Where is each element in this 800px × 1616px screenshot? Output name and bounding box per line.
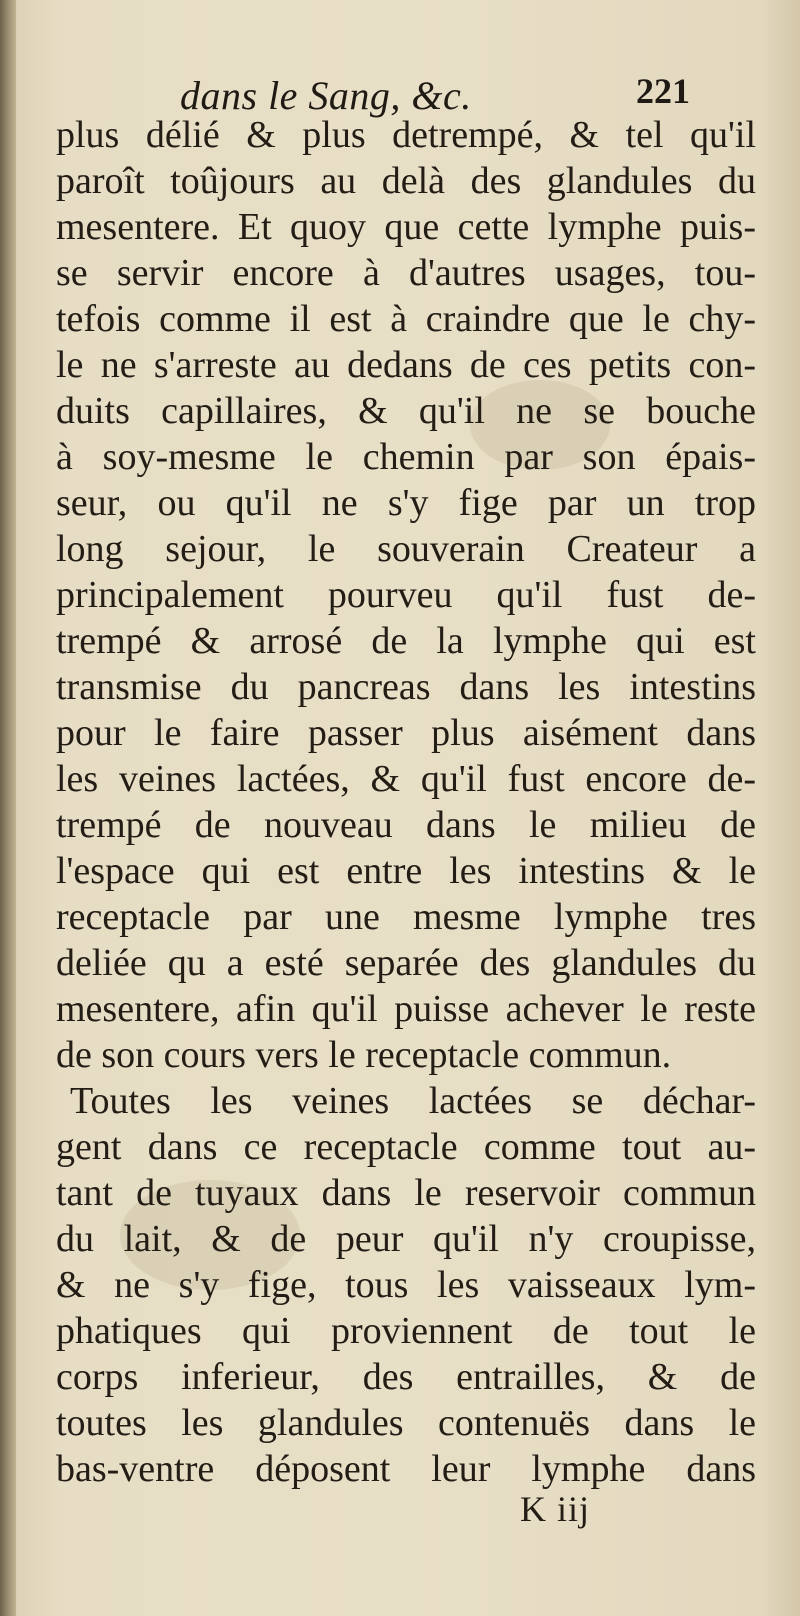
text-line: deliée qu a esté separée des glandules du xyxy=(56,942,756,984)
text-line: du lait, & de peur qu'il n'y croupisse, xyxy=(56,1218,756,1260)
text-line: mesentere, afin qu'il puisse achever le reste xyxy=(56,988,756,1030)
text-line: à soy-mesme le chemin par son épais- xyxy=(56,436,756,478)
text-line: plus délié & plus detrempé, & tel qu'il xyxy=(56,114,756,156)
text-line: & ne s'y fige, tous les vaisseaux lym- xyxy=(56,1264,756,1306)
text-line: trempé de nouveau dans le milieu de xyxy=(56,804,756,846)
text-line: pour le faire passer plus aisément dans xyxy=(56,712,756,754)
page-number: 221 xyxy=(636,71,690,111)
text-line: receptacle par une mesme lymphe tres xyxy=(56,896,756,938)
text-line: transmise du pancreas dans les intestins xyxy=(56,666,756,708)
text-line: principalement pourveu qu'il fust de- xyxy=(56,574,756,616)
running-head: dans le Sang, &c. xyxy=(180,73,472,118)
text-line: corps inferieur, des entrailles, & de xyxy=(56,1356,756,1398)
text-line: le ne s'arreste au dedans de ces petits con- xyxy=(56,344,756,386)
text-line: seur, ou qu'il ne s'y fige par un trop xyxy=(56,482,756,524)
signature-mark: K iij xyxy=(520,1489,591,1529)
body-text xyxy=(56,112,756,1492)
text-line: se servir encore à d'autres usages, tou- xyxy=(56,252,756,294)
text-line: tefois comme il est à craindre que le chy- xyxy=(56,298,756,340)
text-line: duits capillaires, & qu'il ne se bouche xyxy=(56,390,756,432)
text-line: gent dans ce receptacle comme tout au- xyxy=(56,1126,756,1168)
text-line: de son cours vers le receptacle commun. xyxy=(56,1034,672,1076)
text-line: Toutes les veines lactées se déchar- xyxy=(70,1080,756,1122)
text-line: phatiques qui proviennent de tout le xyxy=(56,1310,756,1352)
text-line: paroît toûjours au delà des glandules du xyxy=(56,160,756,202)
text-line: bas-ventre déposent leur lymphe dans xyxy=(56,1448,756,1490)
text-line: mesentere. Et quoy que cette lymphe puis- xyxy=(56,206,756,248)
text-line: trempé & arrosé de la lymphe qui est xyxy=(56,620,756,662)
text-line: toutes les glandules contenuës dans le xyxy=(56,1402,756,1444)
text-line: l'espace qui est entre les intestins & le xyxy=(56,850,756,892)
text-line: les veines lactées, & qu'il fust encore de- xyxy=(56,758,756,800)
text-line: long sejour, le souverain Createur a xyxy=(56,528,756,570)
page-gutter xyxy=(0,0,16,1616)
text-line: tant de tuyaux dans le reservoir commun xyxy=(56,1172,756,1214)
